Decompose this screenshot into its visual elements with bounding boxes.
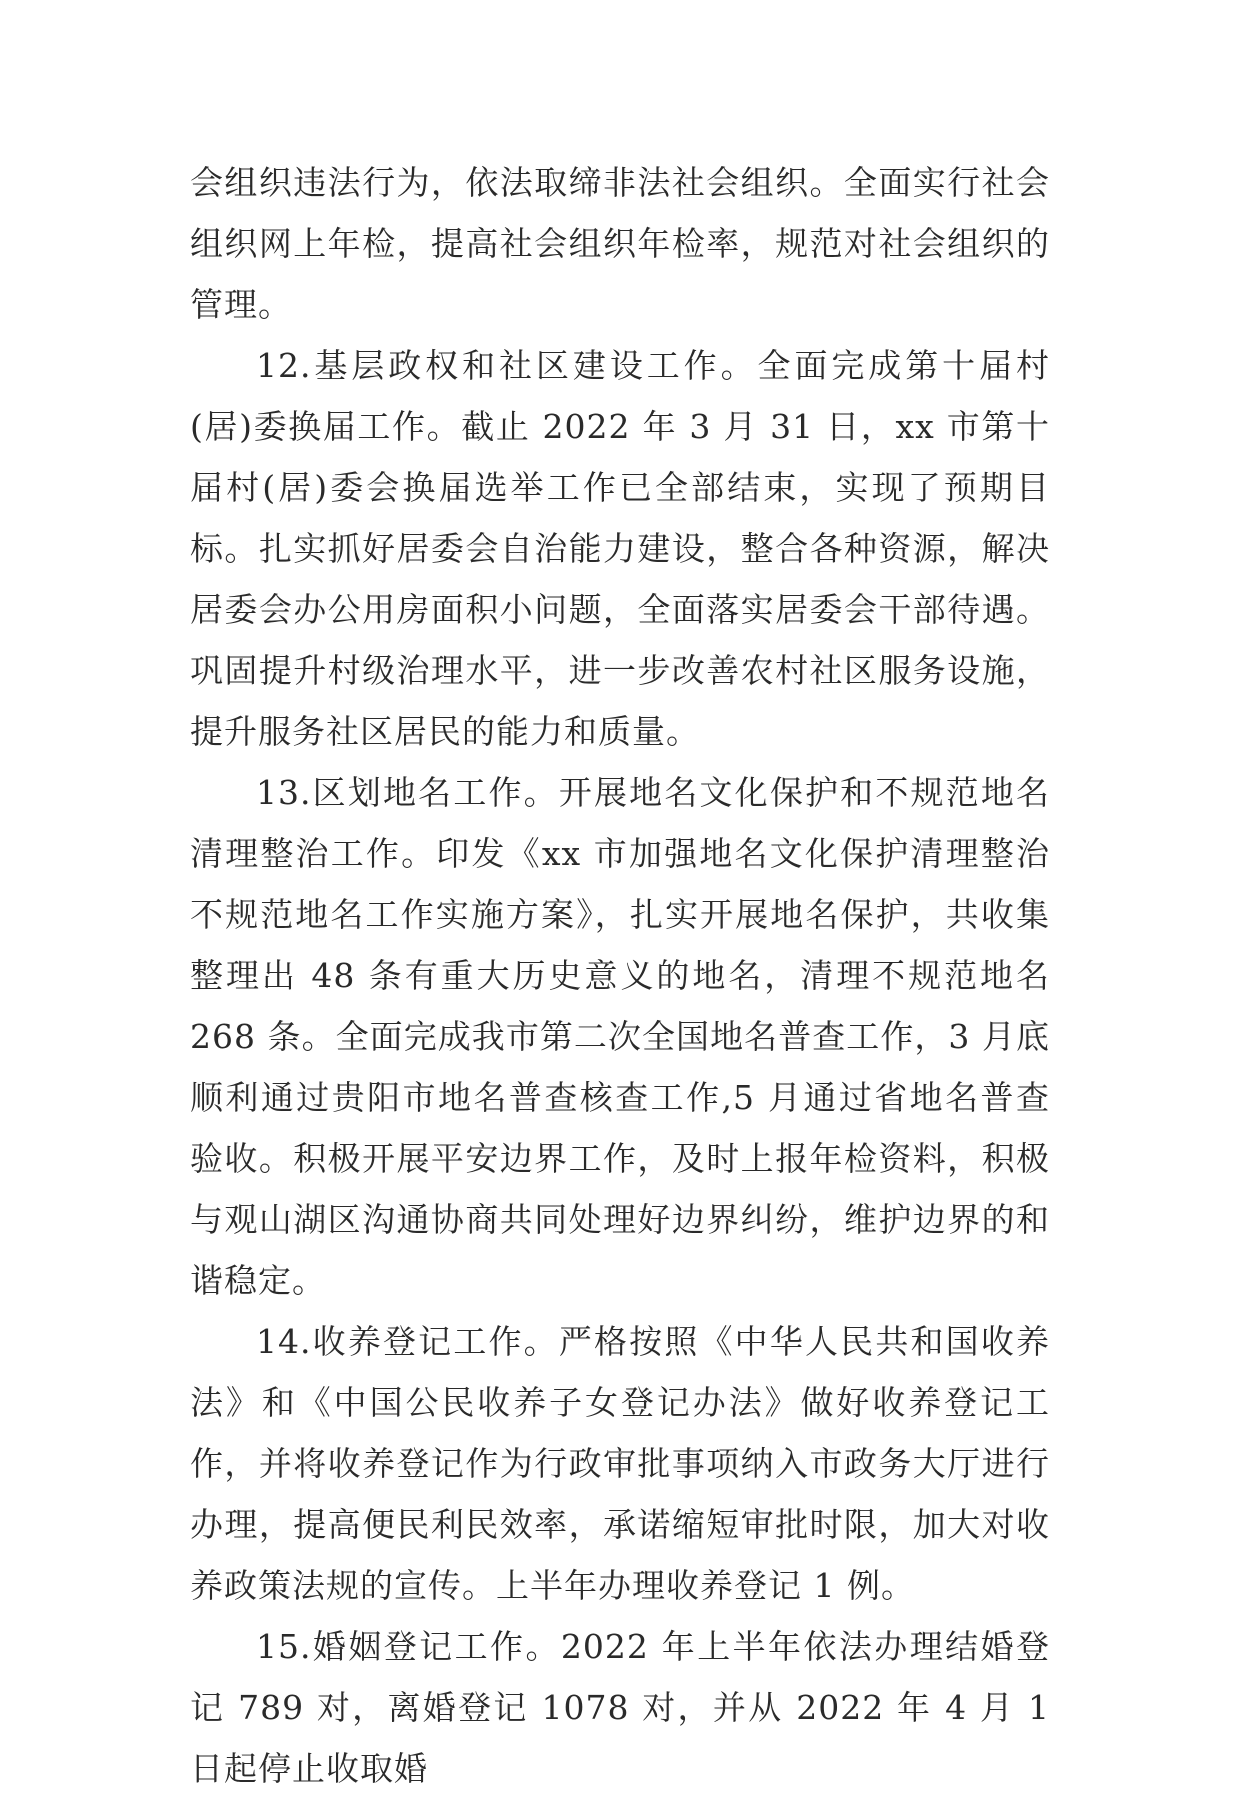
paragraph-15-marriage-registration: 15.婚姻登记工作。2022 年上半年依法办理结婚登记 789 对，离婚登记 1078 对，并从 2022 年 4 月 1 日起停止收取婚 (190, 1627, 1050, 1788)
paragraph-14-adoption-registration: 14.收养登记工作。严格按照《中华人民共和国收养法》和《中国公民收养子女登记办法》做好收养登记工作，并将收养登记作为行政审批事项纳入市政务大厅进行办理，提高便民利民效率，承诺缩短审批时限，加大对收养政策法规的宣传。上半年办理收养登记 1 例。 (190, 1322, 1050, 1605)
document-body (190, 152, 1050, 1799)
paragraph-continuation: 会组织违法行为，依法取缔非法社会组织。全面实行社会组织网上年检，提高社会组织年检率，规范对社会组织的管理。 (190, 163, 1050, 324)
paragraph-12-grassroots-community: 12.基层政权和社区建设工作。全面完成第十届村(居)委换届工作。截止 2022 年 3 月 31 日，xx 市第十届村(居)委会换届选举工作已全部结束，实现了预期目标。扎实抓好居委会自治能力建设，整合各种资源，解决居委会办公用房面积小问题，全面落实居委会干部待遇。巩固提升村级治理水平，进一步改善农村社区服务设施，提升服务社区居民的能力和质量。 (190, 346, 1050, 751)
paragraph-13-place-names: 13.区划地名工作。开展地名文化保护和不规范地名清理整治工作。印发《xx 市加强地名文化保护清理整治不规范地名工作实施方案》，扎实开展地名保护，共收集整理出 48 条有重大历史意义的地名，清理不规范地名 268 条。全面完成我市第二次全国地名普查工作，3 月底顺利通过贵阳市地名普查核查工作,5 月通过省地名普查验收。积极开展平安边界工作，及时上报年检资料，积极与观山湖区沟通协商共同处理好边界纠纷，维护边界的和谐稳定。 (190, 773, 1050, 1300)
